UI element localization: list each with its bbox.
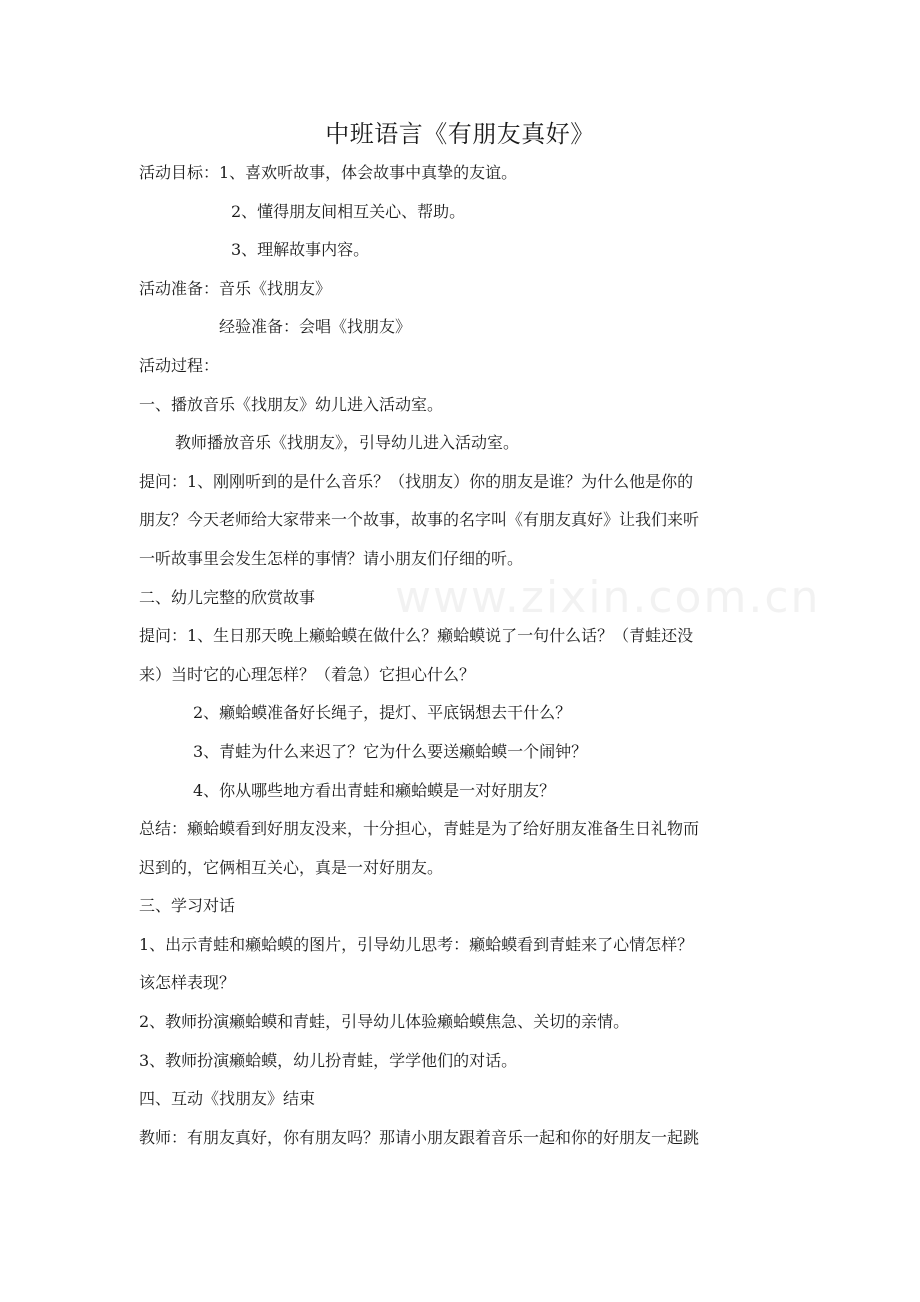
story-question-4: 4、你从哪些地方看出青蛙和癞蛤蟆是一对好朋友？ — [193, 780, 556, 800]
watermark: www.zixin.com.cn — [395, 572, 821, 623]
goal-line-1: 活动目标：1、喜欢听故事，体会故事中真挚的友谊。 — [139, 163, 518, 182]
section-1-paragraph: 教师播放音乐《找朋友》，引导幼儿进入活动室。 — [175, 433, 520, 453]
dialogue-item-3: 3、教师扮演癞蛤蟆，幼儿扮青蛙，学学他们的对话。 — [139, 1050, 518, 1070]
dialogue-item-1-line-1: 1、出示青蛙和癞蛤蟆的图片，引导幼儿思考：癞蛤蟆看到青蛙来了心情怎样？ — [139, 934, 694, 954]
closing-line: 教师：有朋友真好，你有朋友吗？那请小朋友跟着音乐一起和你的好朋友一起跳 — [139, 1127, 700, 1147]
process-heading: 活动过程： — [139, 355, 220, 375]
question-line-3: 一听故事里会发生怎样的事情？请小朋友们仔细的听。 — [139, 548, 524, 568]
dialogue-item-1-line-2: 该怎样表现？ — [139, 973, 236, 993]
question-line-2: 朋友？今天老师给大家带来一个故事，故事的名字叫《有朋友真好》让我们来听 — [139, 510, 700, 530]
story-question-3: 3、青蛙为什么来迟了？它为什么要送癞蛤蟆一个闹钟？ — [193, 741, 588, 761]
section-3-heading: 三、学习对话 — [139, 896, 236, 916]
document-title: 中班语言《有朋友真好》 — [325, 120, 595, 148]
story-question-2: 2、癞蛤蟆准备好长绳子，提灯、平底锅想去干什么？ — [193, 703, 572, 723]
dialogue-item-2: 2、教师扮演癞蛤蟆和青蛙，引导幼儿体验癞蛤蟆焦急、关切的亲情。 — [139, 1012, 630, 1032]
question-line-1: 提问：1、刚刚听到的是什么音乐？（找朋友）你的朋友是谁？为什么他是你的 — [139, 471, 694, 491]
prep-line-2: 经验准备：会唱《找朋友》 — [219, 317, 412, 337]
section-4-heading: 四、互动《找朋友》结束 — [139, 1089, 316, 1109]
section-1-heading: 一、播放音乐《找朋友》幼儿进入活动室。 — [139, 394, 444, 414]
prep-line-1: 活动准备：音乐《找朋友》 — [139, 278, 332, 298]
summary-line-1: 总结：癞蛤蟆看到好朋友没来，十分担心，青蛙是为了给好朋友准备生日礼物而 — [139, 819, 700, 839]
story-question-line-2: 来）当时它的心理怎样？（着急）它担心什么？ — [139, 664, 476, 684]
document-body — [139, 154, 785, 1157]
goal-line-2: 2、懂得朋友间相互关心、帮助。 — [231, 201, 466, 221]
goal-line-3: 3、理解故事内容。 — [231, 240, 370, 260]
story-question-line-1: 提问：1、生日那天晚上癞蛤蟆在做什么？癞蛤蟆说了一句什么话？（青蛙还没 — [139, 626, 694, 646]
section-2-heading: 二、幼儿完整的欣赏故事 — [139, 587, 316, 607]
summary-line-2: 迟到的，它俩相互关心，真是一对好朋友。 — [139, 857, 444, 877]
